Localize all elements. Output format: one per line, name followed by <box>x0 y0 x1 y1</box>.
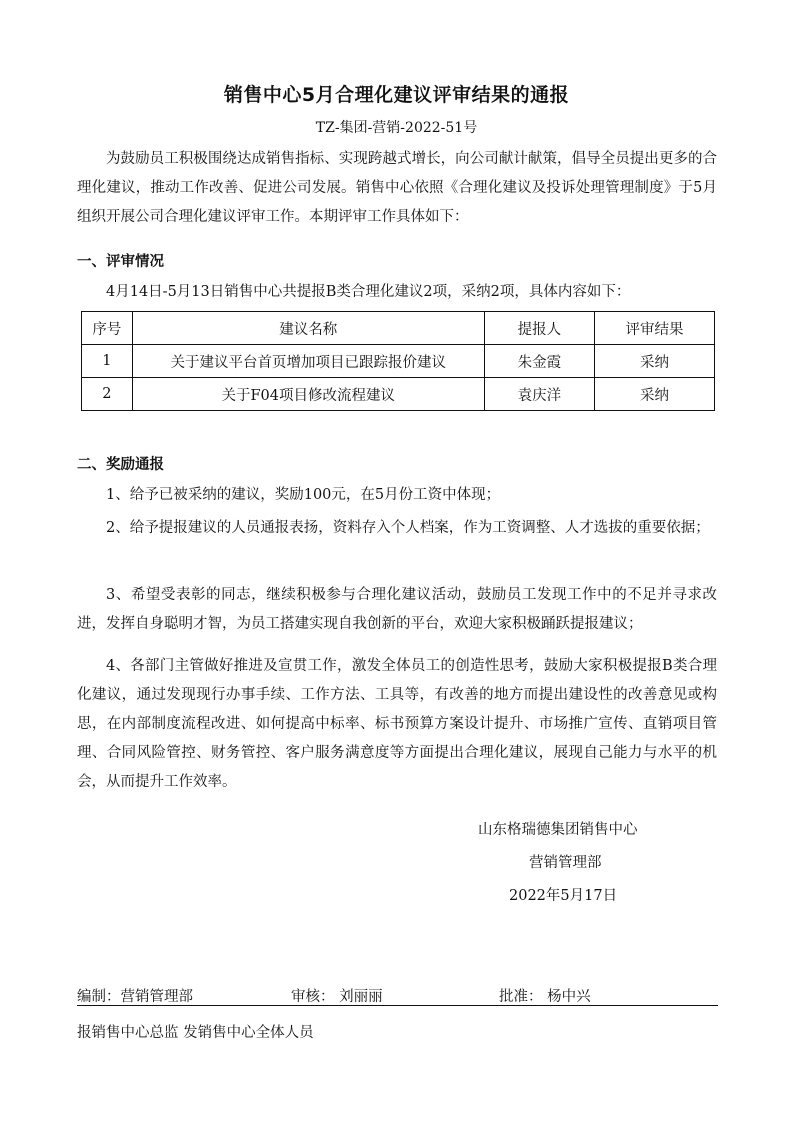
table-cell: 朱金霞 <box>484 345 594 378</box>
table-cell: 关于建议平台首页增加项目已跟踪报价建议 <box>132 345 484 378</box>
review-summary: 4月14日-5月13日销售中心共提报B类合理化建议2项，采纳2项，具体内容如下： <box>106 284 631 300</box>
table-row <box>82 378 715 411</box>
editor-label: 编制：营销管理部 <box>77 989 193 1005</box>
table-header-cell: 建议名称 <box>132 312 484 345</box>
table-row <box>82 345 715 378</box>
reviewer-label: 审核： 刘丽丽 <box>291 989 383 1005</box>
table-cell: 袁庆洋 <box>484 378 594 411</box>
signature-date: 2022年5月17日 <box>509 888 618 904</box>
reward-item: 2、给予提报建议的人员通报表扬，资料存入个人档案，作为工资调整、人才选拔的重要依据； <box>106 520 710 536</box>
distribution-line: 报销售中心总监 发销售中心全体人员 <box>77 1025 314 1041</box>
table-cell: 采纳 <box>594 345 714 378</box>
table-cell: 1 <box>82 345 133 378</box>
table-header-cell: 序号 <box>82 312 133 345</box>
reward-item: 1、给予已被采纳的建议，奖励100元，在5月份工资中体现； <box>106 487 501 503</box>
section-heading-reward: 二、奖励通报 <box>77 457 164 473</box>
signature-organization: 山东格瑞德集团销售中心 <box>478 822 638 838</box>
reward-item: 3、希望受表彰的同志，继续积极参与合理化建议活动，鼓励员工发现工作中的不足并寻求改进，发挥自身聪明才智，为员工搭建实现自我创新的平台，欢迎大家积极踊跃提报建议； <box>77 587 717 632</box>
table-header-cell: 提报人 <box>484 312 594 345</box>
table-cell: 2 <box>82 378 133 411</box>
document-title: 销售中心5月合理化建议评审结果的通报 <box>223 84 570 106</box>
reward-item: 4、各部门主管做好推进及宣贯工作，激发全体员工的创造性思考，鼓励大家积极提报B类合理化建议，通过发现现行办事手续、工作方法、工具等，有改善的地方而提出建设性的改善意见或构思，在内部制度流程改进、如何提高中标率、标书预算方案设计提升、市场推广宣传、直销项目管理、合同风险管控、财务管控、客户服务满意度等方面提出合理化建议，展现自己能力与水平的机会，从而提升工作效率。 <box>77 658 717 790</box>
intro-paragraph: 为鼓励员工积极围绕达成销售指标、实现跨越式增长，向公司献计献策，倡导全员提出更多的合理化建议，推动工作改善、促进公司发展。销售中心依照《合理化建议及投诉处理管理制度》于5月组织开展公司合理化建议评审工作。本期评审工作具体如下： <box>77 151 717 225</box>
table-cell: 关于F04项目修改流程建议 <box>132 378 484 411</box>
table-cell: 采纳 <box>594 378 714 411</box>
section-heading-review: 一、评审情况 <box>77 254 164 270</box>
table-header-row <box>82 312 715 345</box>
approval-line <box>77 985 718 1006</box>
document-number: TZ-集团-营销-2022-51号 <box>315 120 478 136</box>
signature-department: 营销管理部 <box>529 855 602 871</box>
table-header-cell: 评审结果 <box>594 312 714 345</box>
approver-label: 批准： 杨中兴 <box>499 989 591 1005</box>
review-results-table <box>81 311 715 411</box>
